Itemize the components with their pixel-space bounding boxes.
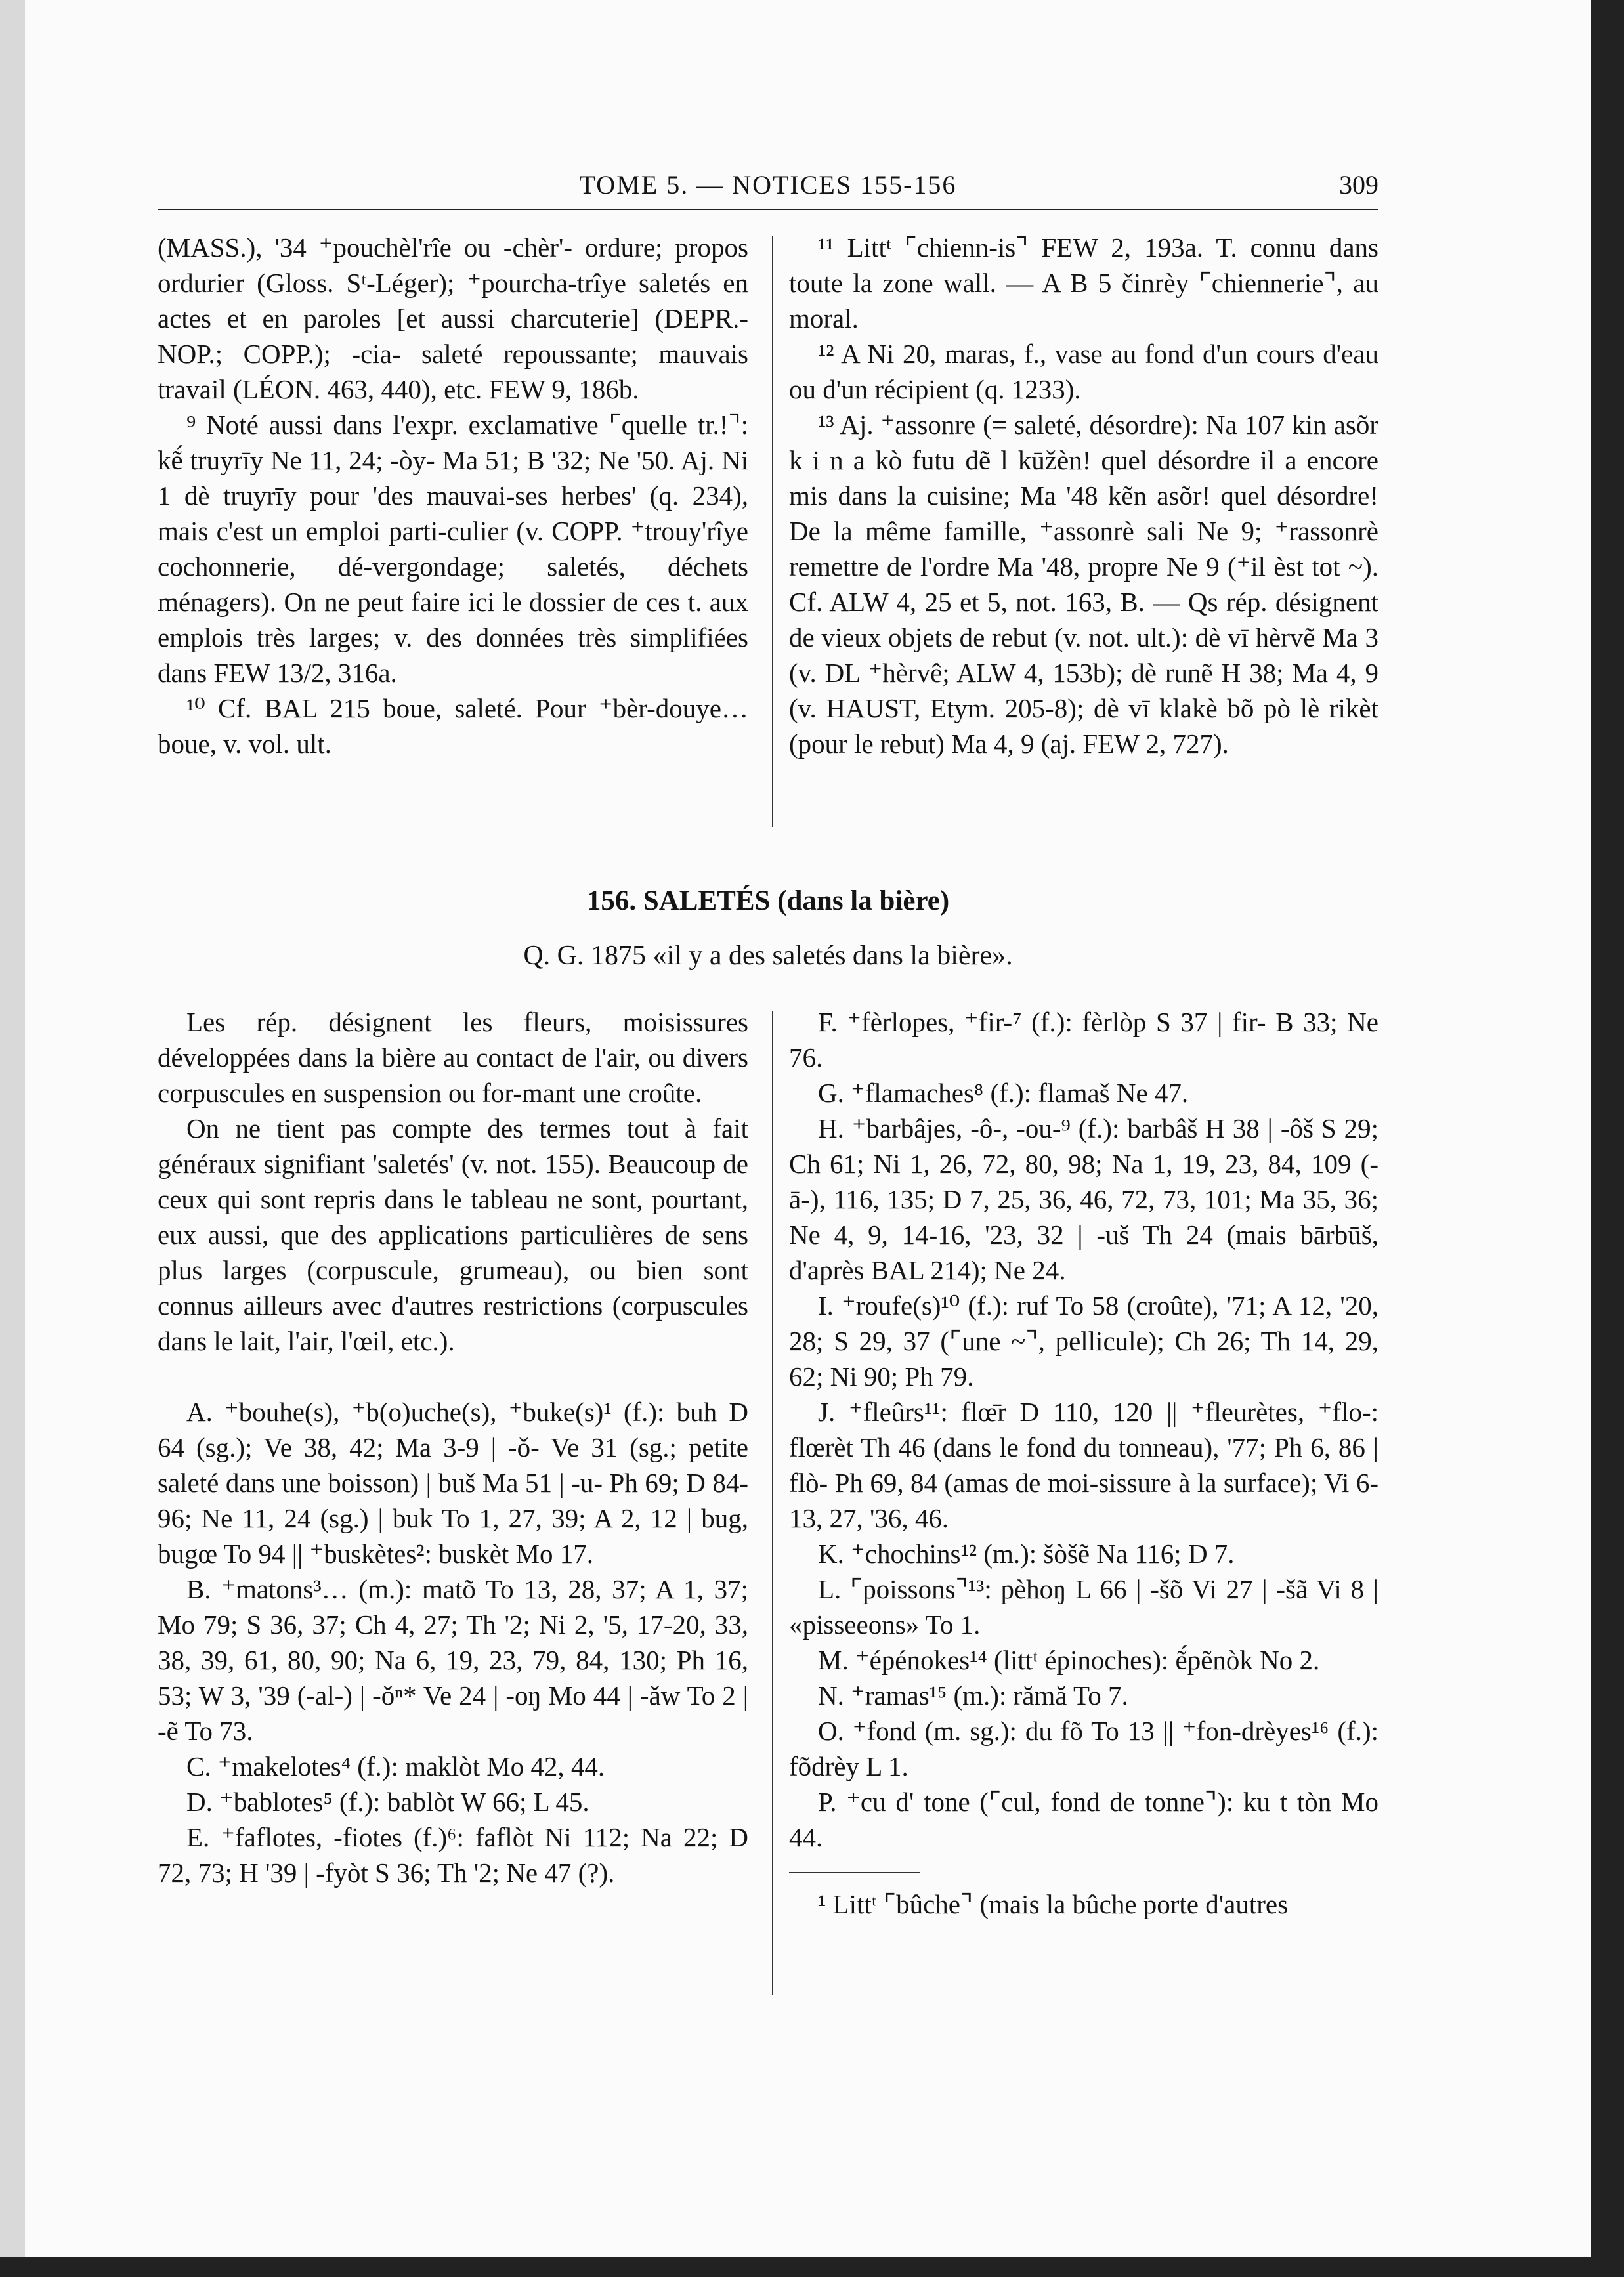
entry-k: K. ⁺chochins¹² (m.): šòšẽ Na 116; D 7. xyxy=(818,1539,1235,1569)
footnote-rule xyxy=(789,1872,920,1873)
footnote-9: ⁹ Noté aussi dans l'expr. exclamative ⌜quelle tr.!⌝: kẽ́ truyrīy Ne 11, 24; -òy- Ma 51; B '32; Ne '50. Aj. Ni 1 dè truyrīy pour 'des mauvai-ses herbes' (q. 234), mais c'est un emploi parti-culier (v. COPP. ⁺trouy'rîye cochonnerie, dé-vergondage; saletés, déchets ménagers). On ne peut faire ici le dossier de ces t. aux emplois très larges; v. des données très simplifiées dans FEW 13/2, 316a. xyxy=(158,410,748,688)
running-title: TOME 5. — NOTICES 155-156 xyxy=(579,170,957,200)
column-rule-top xyxy=(772,236,773,827)
scan-edge-right xyxy=(1591,0,1624,2277)
entry-b: B. ⁺matons³… (m.): matõ To 13, 28, 37; A 1, 37; Mo 79; S 36, 37; Ch 4, 27; Th '2; Ni 2, '5, 17-20, 33, 38, 39, 61, 80, 90; Na 6, 19, 23, 79, 84, 130; Ph 16, 53; W 3, '39 (-al-) | -ǒⁿ* Ve 24 | -oŋ Mo 44 | -ǎw To 2 | -ẽ To 73. xyxy=(158,1574,748,1746)
bottom-left-column xyxy=(158,1004,748,1890)
spacer xyxy=(158,1359,748,1394)
bottom-right-column xyxy=(789,1004,1378,1922)
entry-i: I. ⁺roufe(s)¹⁰ (f.): ruf To 58 (croûte), '71; A 12, '20, 28; S 29, 37 (⌜une ~⌝, pellicule); Ch 26; Th 14, 29, 62; Ni 90; Ph 79. xyxy=(789,1290,1378,1392)
entry-a: A. ⁺bouhe(s), ⁺b(o)uche(s), ⁺buke(s)¹ (f.): buh D 64 (sg.); Ve 38, 42; Ma 3-9 | -ǒ- Ve 31 (sg.; petite saleté dans une boisson) | buš Ma 51 | -u- Ph 69; D 84-96; Ne 11, 24 (sg.) | buk To 1, 27, 39; A 2, 12 | bug, bugœ To 94 || ⁺buskètes²: buskèt Mo 17. xyxy=(158,1397,748,1569)
footnote-1: ¹ Littᵗ ⌜bûche⌝ (mais la bûche porte d'autres xyxy=(818,1889,1289,1919)
scan-edge-bottom xyxy=(0,2257,1624,2277)
scan-edge-left xyxy=(0,0,25,2277)
entry-n: N. ⁺ramas¹⁵ (m.): rămă To 7. xyxy=(818,1680,1128,1711)
column-rule-bottom xyxy=(772,1011,773,1995)
entry-d: D. ⁺bablotes⁵ (f.): bablòt W 66; L 45. xyxy=(186,1787,589,1817)
footnote-12: ¹² A Ni 20, maras, f., vase au fond d'un cours d'eau ou d'un récipient (q. 1233). xyxy=(789,339,1378,404)
paragraph: On ne tient pas compte des termes tout à fait généraux signifiant 'saletés' (v. not. 155). Beaucoup de ceux qui sont repris dans le tableau ne sont, pourtant, eux aussi, que des applications particulières de sens plus larges (corpuscule, grumeau), ou bien sont connus ailleurs avec d'autres restrictions (corpuscules dans le lait, l'air, l'œil, etc.). xyxy=(158,1113,748,1356)
header-rule xyxy=(158,209,1378,210)
entry-h: H. ⁺barbâjes, -ô-, -ou-⁹ (f.): barbâš H 38 | -ôš S 29; Ch 61; Ni 1, 26, 72, 80, 98; Na 1, 19, 23, 84, 109 (-ā-), 116, 135; D 7, 25, 36, 46, 72, 73, 101; Ma 35, 36; Ne 4, 9, 14-16, '23, 32 | -uš Th 24 (mais bārbūš, d'après BAL 214); Ne 24. xyxy=(789,1113,1378,1285)
entry-e: E. ⁺faflotes, -fiotes (f.)⁶: faflòt Ni 112; Na 22; D 72, 73; H '39 | -fyòt S 36; Th '2; Ne 47 (?). xyxy=(158,1822,748,1888)
page-header xyxy=(158,169,1378,209)
entry-l: L. ⌜poissons⌝¹³: pèhoŋ L 66 | -šõ Vi 27 | -šã Vi 8 | «pisseeons» To 1. xyxy=(789,1574,1378,1640)
entry-m: M. ⁺épénokes¹⁴ (littᵗ épinoches): ẽ́pẽnòk No 2. xyxy=(818,1645,1320,1675)
paragraph: Les rép. désignent les fleurs, moisissures développées dans la bière au contact de l'air, ou divers corpuscules en suspension ou for-mant une croûte. xyxy=(158,1007,748,1108)
entry-p: P. ⁺cu d' tone (⌜cul, fond de tonne⌝): ku t tòn Mo 44. xyxy=(789,1787,1378,1852)
entry-f: F. ⁺fèrlopes, ⁺fir-⁷ (f.): fèrlòp S 37 | fir- B 33; Ne 76. xyxy=(789,1007,1378,1073)
paragraph: (MASS.), '34 ⁺pouchèl'rîe ou -chèr'- ordure; propos ordurier (Gloss. Sᵗ-Léger); ⁺pourcha-trîye saletés en actes et en paroles [et aussi charcuterie] (DEPR.-NOP.; COPP.); -cia- saleté repoussante; mauvais travail (LÉON. 463, 440), etc. FEW 9, 186b. xyxy=(158,232,748,404)
entry-j: J. ⁺fleûrs¹¹: flœ̄r D 110, 120 || ⁺fleurètes, ⁺flo-: flœrèt Th 46 (dans le fond du tonneau), '77; Ph 6, 86 | flò- Ph 69, 84 (amas de moi-sissure à la surface); Vi 6-13, 27, '36, 46. xyxy=(789,1397,1378,1533)
footnote-13: ¹³ Aj. ⁺assonre (= saleté, désordre): Na 107 kin asõr k i n a kò futu dẽ l kūžèn! quel désordre il a encore mis dans la cuisine; Ma '48 kẽn asõr! quel désordre! De la même famille, ⁺assonrè sali Ne 9; ⁺rassonrè remettre de l'ordre Ma '48, propre Ne 9 (⁺il èst tot ~). Cf. ALW 4, 25 et 5, not. 163, B. — Qs rép. désignent de vieux objets de rebut (v. not. ult.): dè vī hèrvẽ Ma 3 (v. DL ⁺hèrvê; ALW 4, 153b); dè runẽ H 38; Ma 4, 9 (v. HAUST, Etym. 205-8); dè vī klakè bõ pò lè rikèt (pour le rebut) Ma 4, 9 (aj. FEW 2, 727). xyxy=(789,410,1378,759)
footnote-10: ¹⁰ Cf. BAL 215 boue, saleté. Pour ⁺bèr-douye… boue, v. vol. ult. xyxy=(158,693,748,759)
entry-c: C. ⁺makelotes⁴ (f.): maklòt Mo 42, 44. xyxy=(186,1751,605,1781)
section-title: 156. SALETÉS (dans la bière) xyxy=(586,885,950,916)
page-number: 309 xyxy=(1339,170,1378,200)
section-subtitle: Q. G. 1875 «il y a des saletés dans la bière». xyxy=(523,941,1013,971)
entry-o: O. ⁺fond (m. sg.): du fõ To 13 || ⁺fon-drèyes¹⁶ (f.): fõdrèy L 1. xyxy=(789,1716,1378,1781)
top-right-column xyxy=(789,230,1378,761)
entry-g: G. ⁺flamaches⁸ (f.): flamaš Ne 47. xyxy=(818,1078,1189,1108)
top-left-column xyxy=(158,230,748,761)
footnote-11: ¹¹ Littᵗ ⌜chienn-is⌝ FEW 2, 193a. T. connu dans toute la zone wall. — A B 5 činrèy ⌜chiennerie⌝, au moral. xyxy=(789,232,1378,333)
